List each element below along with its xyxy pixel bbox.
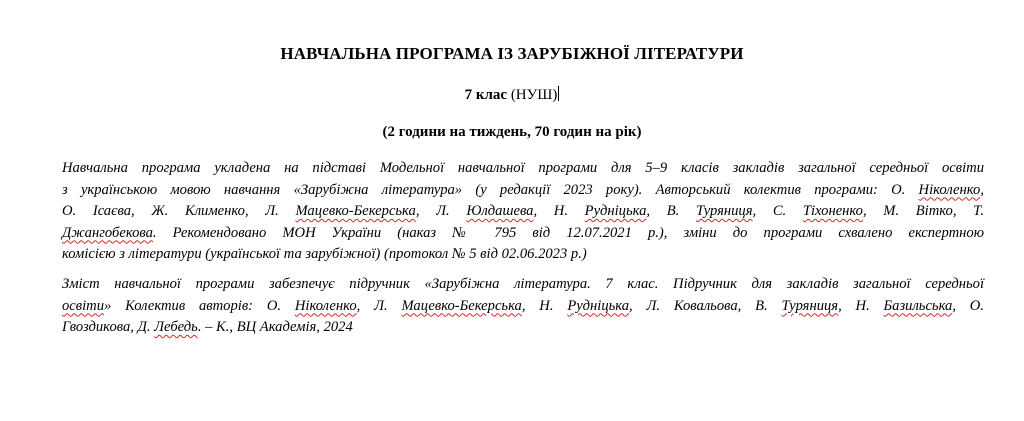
paragraph2-line2 [62,296,984,318]
authors-text: , Л. [415,203,467,219]
text-cursor [558,86,559,101]
paragraph2-line3 [62,317,984,339]
punctuation: , [980,181,984,198]
grade-label: 7 клас [464,87,508,103]
paragraph1-line2 [62,180,984,202]
paragraph1-line4-text: . Рекомендовано МОН України (наказ № 795 від 12.07.2021 р.), зміни до програми схвалено експертною [152,224,984,241]
authors-text: , Н. [533,203,585,219]
paragraph2-line2-text: » Колектив авторів: О. [104,297,295,314]
authors-text: О. Ісаєва, Ж. Клименко, Л. [62,203,296,219]
publisher-text: . – К., ВЦ Академія, 2024 [197,319,353,335]
author-name: Рудніцька [584,203,647,219]
authors-text: , Н. [521,297,568,314]
paragraph1-line4 [62,223,984,245]
paragraph2-line1: Зміст навчальної програми забезпечує підручник «Зарубіжна література. 7 клас. Підручник для закладів загальної середньої [62,276,984,292]
author-name: Ніколенко [294,297,357,314]
author-name: Туряниця [695,203,753,219]
author-name: Базильська [883,297,953,314]
authors-text: , Н. [838,297,884,314]
author-name: Мацевко-Бекерська [401,297,522,314]
author-name: Мацевко-Бекерська [295,203,416,219]
paragraph1-line5: комісією з літератури (української та зарубіжної) (протокол № 5 від 02.06.2023 р.) [62,246,587,262]
misspelled-word: освіти [62,297,104,314]
document-title: НАВЧАЛЬНА ПРОГРАМА ІЗ ЗАРУБІЖНОЇ ЛІТЕРАТУРИ [280,44,744,63]
authors-text: , В. [646,203,696,219]
authors-text: , Л. Ковальова, В. [629,297,782,314]
author-name: Лебедь [154,319,198,335]
grade-line [0,86,1024,104]
author-name: Тіхоненко [802,203,863,219]
author-name: Рудніцька [567,297,630,314]
author-name: Юлдашева [466,203,534,219]
authors-text: Гвоздикова, Д. [62,319,155,335]
authors-text: , Л. [356,297,402,314]
paragraph1-line1: Навчальна програма укладена на підставі Модельної навчальної програми для 5–9 класів закладів загальної середньої освіти [62,160,984,176]
authors-text: , М. Вітко, Т. [862,203,985,219]
author-name: Туряниця [781,297,839,314]
paragraph1-line2-text: з українською мовою навчання «Зарубіжна література» (у редакції 2023 року). Авторський колектив програми: О. [62,181,919,198]
author-name: Ніколенко [918,181,981,198]
author-name: Джангобекова [62,224,153,241]
paragraph-program-basis [62,158,984,266]
authors-text: , О. [952,297,984,314]
grade-note: (НУШ) [510,87,558,103]
paragraph1-line3 [62,201,984,223]
hours-line: (2 години на тиждень, 70 годин на рік) [382,124,642,140]
authors-text: , С. [752,203,803,219]
paragraph-textbook [62,274,984,339]
